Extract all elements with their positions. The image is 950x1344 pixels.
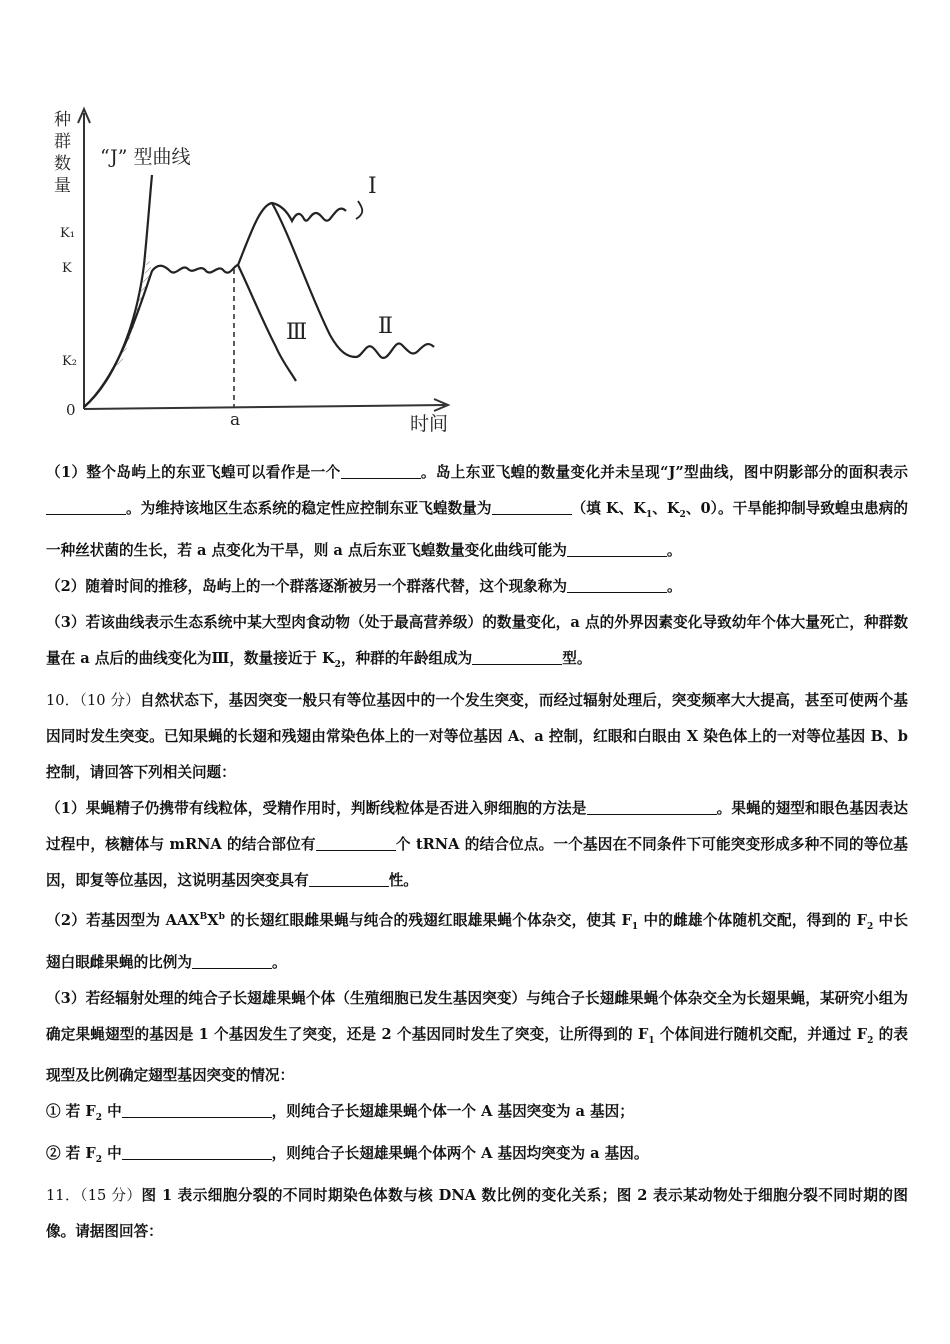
answer-blank[interactable] [587, 799, 717, 815]
s-curve [84, 265, 238, 407]
answer-blank[interactable] [122, 1103, 272, 1119]
answer-blank[interactable] [192, 953, 272, 969]
q9-part3: （3）若该曲线表示生态系统中某大型肉食动物（处于最高营养级）的数量变化，a 点的外界因素变化导致幼年个体大量死亡，种群数量在 a 点后的曲线变化为Ⅲ，数量接近于 $K_2$，种群的年龄组成为 型。 [46, 613, 908, 670]
tick-k1-label: K₁ [60, 226, 75, 241]
population-curve-figure [40, 95, 470, 440]
q10-option1: ① 若 $F_2$ 中 ，则纯合子长翅雄果蝇个体一个 A 基因突变为 a 基因； [46, 1103, 634, 1124]
q10-intro: 10．（10 分）自然状态下，基因突变一般只有等位基因中的一个发生突变，而经过辐射处理后，突变频率大大提高，甚至可使两个基因同时发生突变。已知果蝇的长翅和残翅由常染色体上的一对等位基因 A、a 控制，红眼和白眼由 X 染色体上的一对等位基因 B、b 控制，请回答下列相关问题： [46, 691, 908, 781]
y-axis-label-3: 数 [54, 154, 71, 174]
x-axis [84, 405, 445, 409]
q10-part2: （2）若基因型为 $AAX^BX^b$ 的长翅红眼雌果蝇与纯合的残翅红眼雄果蝇个体杂交，使其 $F_1$ 中的雌雄个体随机交配，得到的 $F_2$ 中长翅白眼雌果蝇的比例为 。 [46, 911, 908, 971]
curve-ii-label: Ⅱ [378, 314, 393, 339]
q10-part1: （1）果蝇精子仍携带有线粒体，受精作用时，判断线粒体是否进入卵细胞的方法是 。果蝇的翅型和眼色基因表达过程中，核糖体与 mRNA 的结合部位有 个 tRNA 的结合位点。一个基因在不同条件下可能突变形成多种不同的等位基因，即复等位基因，这说明基因突变具有 性。 [46, 799, 908, 889]
curve-iii-label: Ⅲ [286, 320, 308, 345]
answer-blank[interactable] [492, 499, 572, 515]
q10-part3: （3）若经辐射处理的纯合子长翅雄果蝇个体（生殖细胞已发生基因突变）与纯合子长翅雌果蝇个体杂交全为长翅果蝇，某研究小组为确定果蝇翅型的基因是 1 个基因发生了突变，还是 2 个基因同时发生了突变，让所得到的 $F_1$ 个体间进行随机交配，并通过 $F_2$ 的表现型及比例确定翅型基因突变的情况： [46, 989, 908, 1085]
answer-blank[interactable] [567, 541, 667, 557]
answer-blank[interactable] [341, 463, 421, 479]
y-axis-label-4: 量 [54, 176, 71, 196]
answer-blank[interactable] [316, 835, 396, 851]
x-axis-label: 时间 [410, 413, 449, 435]
q10-option2: ② 若 $F_2$ 中 ，则纯合子长翅雄果蝇个体两个 A 基因均突变为 a 基因。 [46, 1145, 649, 1166]
q11-intro: 11．（15 分）图 1 表示细胞分裂的不同时期染色体数与核 DNA 数比例的变化关系；图 2 表示某动物处于细胞分裂不同时期的图像。请据图回答： [46, 1187, 908, 1241]
population-curve-svg [40, 95, 470, 440]
tick-a-label: a [230, 410, 241, 430]
answer-blank[interactable] [122, 1145, 272, 1161]
answer-blank[interactable] [46, 499, 126, 515]
answer-blank[interactable] [472, 649, 562, 665]
y-axis-label-1: 种 [54, 110, 71, 130]
curve-i-label: Ⅰ [368, 174, 377, 199]
question-text [46, 455, 908, 1250]
q9-part2: （2）随着时间的推移，岛屿上的一个群落逐渐被另一个群落代替，这个现象称为 。 [46, 577, 682, 595]
curve-i [238, 203, 346, 265]
answer-blank[interactable] [567, 577, 667, 593]
origin-label: 0 [66, 401, 76, 419]
tick-k-label: K [62, 261, 72, 276]
q9-part1: （1）整个岛屿上的东亚飞蝗可以看作是一个 。岛上东亚飞蝗的数量变化并未呈现“J”型曲线，图中阴影部分的面积表示。为维持该地区生态系统的稳定性应控制东亚飞蝗数量为 （填 K、$K_1$、$K_2$、0）。干旱能抑制导致蝗虫患病的一种丝状菌的生长，若 a 点变化为干旱，则 a 点后东亚飞蝗数量变化曲线可能为 。 [46, 464, 909, 559]
curve-i-tail [356, 201, 362, 219]
j-curve-label: “J” 型曲线 [100, 146, 191, 168]
tick-k2-label: K₂ [62, 354, 77, 369]
answer-blank[interactable] [309, 871, 389, 887]
y-axis-label-2: 群 [54, 132, 71, 152]
